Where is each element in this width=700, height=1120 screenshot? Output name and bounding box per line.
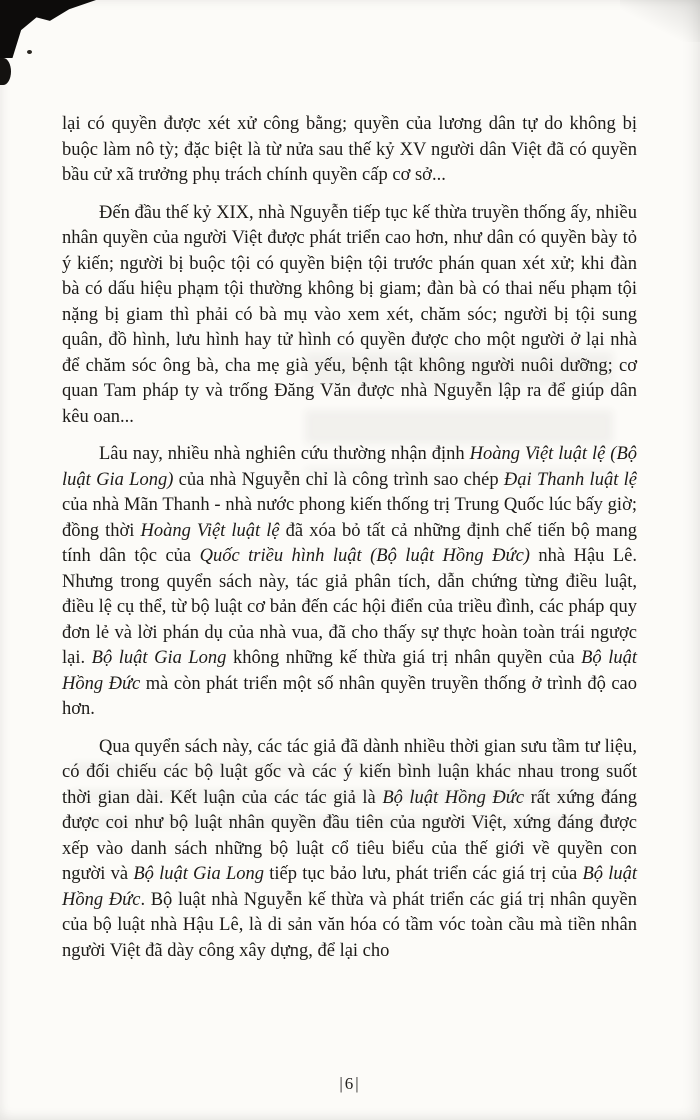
- book-title-italic: (Bộ luật Hồng Đức): [370, 546, 530, 566]
- paragraph: [62, 201, 637, 431]
- text-run: lại có quyền được xét xử công bằng; quyền của lương dân tự do không bị buộc làm nô tỳ; đặc biệt là từ nửa sau thế kỷ XV người dân Việt đã có quyền bầu cử xã trưởng phụ trách chính quyền cấp cơ sở...: [62, 114, 637, 185]
- text-run: Đến đầu thế kỷ XIX, nhà Nguyễn tiếp tục kế thừa truyền thống ấy, nhiều nhân quyền của người Việt được phát triển cao hơn, như dân có quyền bày tỏ ý kiến; người bị buộc tội có quyền biện tội trước phán quan xét xử; khi đàn bà có dấu hiệu phạm tội thường không bị giam; đàn bà có thai nếu phạm tội nặng bị giam thì phải có bà mụ vào xem xét, chăm sóc; người bị tội sung quân, đồ hình, lưu hình hay tử hình có quyền được cho một người ở lại nhà để chăm sóc ông bà, cha mẹ già yếu, bệnh tật không người nuôi dưỡng; cơ quan Tam pháp ty và trống Đăng Văn được nhà Nguyễn lập ra để giúp dân kêu oan...: [62, 202, 637, 427]
- book-title-italic: Bộ luật Gia Long: [91, 648, 227, 668]
- book-title-italic: Bộ luật Gia Long: [133, 864, 265, 884]
- text-run: nhà Hậu Lê. Nhưng trong quyển sách này, tác giả phân tích, dẫn chứng từng điều luật, điều lệ cụ thể, từ bộ luật cơ bản đến các hội điển của triều đình, các pháp quy đơn lẻ và lời phán dụ của nhà vua, đã cho thấy sự thực hoàn toàn trái ngược lại.: [62, 546, 638, 668]
- book-title-italic: Quốc triều hình luật: [199, 546, 362, 566]
- text-run: [362, 546, 370, 566]
- paragraph: [62, 735, 637, 965]
- book-title-italic: (Bộ luật Gia Long): [62, 444, 638, 490]
- text-run: rất xứng đáng được coi như bộ luật nhân quyền đầu tiên của người Việt, xứng đáng được xếp vào danh sách những bộ luật cổ tiêu biểu của thế giới về quyền con người và: [62, 787, 637, 884]
- text-run: mà còn phát triển một số nhân quyền truyền thống ở trình độ cao hơn.: [62, 673, 638, 719]
- paragraph: [62, 442, 637, 723]
- text-run: không những kế thừa giá trị nhân quyền của: [226, 648, 582, 668]
- scan-artifact-left-edge-spot: [0, 58, 11, 85]
- book-title-italic: Đại Thanh luật lệ: [503, 469, 637, 490]
- book-title-italic: Bộ luật Hồng Đức: [382, 787, 525, 808]
- scan-artifact-corner-top-left: [0, 0, 96, 58]
- book-title-italic: Hoàng Việt luật lệ: [469, 444, 606, 464]
- text-run: tiếp tục bảo lưu, phát triển các giá trị của: [264, 864, 583, 884]
- book-title-italic: Bộ luật Hồng Đức: [62, 648, 637, 694]
- scan-artifact-corner-top-right: [620, 0, 700, 42]
- book-title-italic: Bộ luật Hồng Đức: [62, 864, 637, 910]
- text-run: của nhà Nguyễn chỉ là công trình sao chép: [173, 469, 504, 490]
- page-number: |6|: [339, 1074, 361, 1093]
- text-run: Qua quyển sách này, các tác giả đã dành nhiều thời gian sưu tầm tư liệu, có đối chiếu các bộ luật gốc và các ý kiến bình luận khác nhau trong suốt thời gian dài. Kết luận của các tác giả là: [62, 736, 637, 808]
- page-body: [62, 112, 637, 976]
- book-title-italic: Hoàng Việt luật lệ: [140, 520, 280, 541]
- text-run: đã xóa bỏ tất cả những định chế tiến bộ mang tính dân tộc của: [62, 520, 637, 566]
- text-run: . Bộ luật nhà Nguyễn kế thừa và phát triển các giá trị nhân quyền của bộ luật nhà Hậu Lê, là di sản văn hóa có tầm vóc toàn cầu mà tiền nhân người Việt đã dày công xây dựng, để lại cho: [62, 889, 637, 961]
- paragraph: [62, 112, 637, 189]
- page-footer: [0, 1074, 700, 1094]
- scan-artifact-speck: [27, 50, 32, 54]
- text-run: Lâu nay, nhiều nhà nghiên cứu thường nhận định: [99, 444, 470, 464]
- text-run: của nhà Mãn Thanh - nhà nước phong kiến thống trị Trung Quốc lúc bấy giờ; đồng thời: [62, 495, 637, 541]
